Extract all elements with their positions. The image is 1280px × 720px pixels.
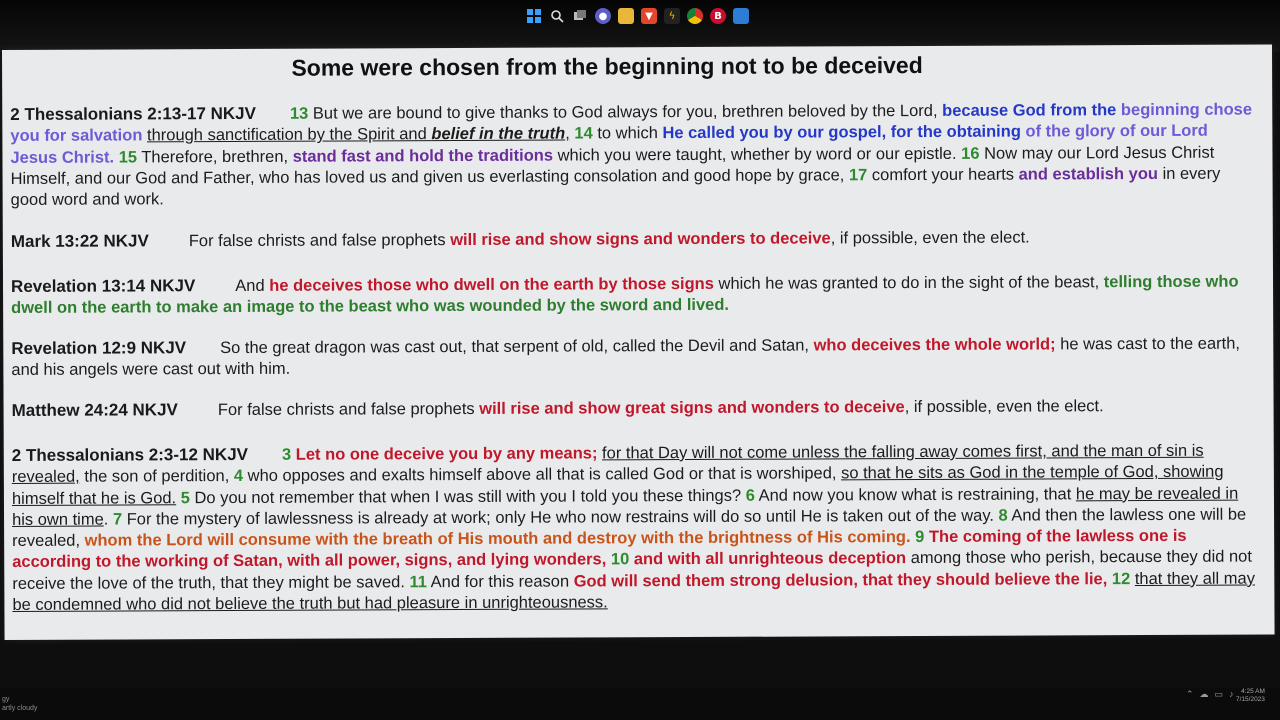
page-title: Some were chosen from the beginning not to be deceived [291,51,923,81]
highlight-text: of the glory of our Lord Jesus Christ. [10,122,1208,167]
verse-number: 16 [961,144,980,163]
weather-condition: artly cloudy [2,705,38,712]
brave-browser-icon[interactable]: ▼ [641,8,657,24]
verse-number: 4 [233,467,244,486]
weather-widget[interactable] [2,695,37,713]
document-window [2,44,1275,640]
chat-icon[interactable]: ● [595,8,611,24]
verse-text: For false christs and false prophets [188,231,451,251]
photos-icon[interactable] [733,8,749,24]
highlight-text: who deceives the whole world; [813,335,1056,355]
cloud-icon[interactable]: ☁ [1199,689,1209,699]
highlight-text: stand fast and hold the traditions [292,146,554,166]
underlined-text: so that he sits as God in the temple of God, showing himself that he is God. [11,462,1224,508]
verse-number: 12 [1111,569,1131,588]
verse-text: he was cast to the earth, and his angels were cast out with him. [11,334,1240,380]
highlight-text: whom the Lord will consume with the breath of His mouth and destroy with the brightness of His coming. [84,528,911,550]
verse-number: 3 [281,445,292,464]
passage-revelation-13-14 [11,271,1256,320]
verse-text: . [103,510,113,529]
highlight-text: Let no one deceive you by any means; [291,444,598,464]
highlight-text: because God from the [942,101,1121,120]
taskbar-clock[interactable] [1236,688,1265,704]
task-view-icon[interactable] [572,8,588,24]
search-icon[interactable] [549,8,565,24]
verse-text: Now may our Lord Jesus Christ Himself, and our God and Father, who has loved us and given us everlasting consolation and good hope by grace, [10,143,1215,188]
highlight-text: he deceives those who dwell on the earth by those signs [269,274,714,295]
volume-icon[interactable]: ♪ [1229,689,1234,699]
passage-reference: 2 Thessalonians 2:3-12 NKJV [11,444,249,465]
verse-number: 7 [112,510,123,529]
verse-number: 6 [745,486,755,505]
highlight-text: God will send them strong delusion, that they should believe the lie, [573,569,1108,591]
chrome-icon[interactable] [687,8,703,24]
verse-number: 8 [998,506,1008,525]
verse-text: comfort your hearts [867,165,1019,185]
passage-reference: 2 Thessalonians 2:13-17 NKJV [10,103,256,124]
verse-text: But we are bound to give thanks to God always for you, brethren beloved by the Lord, [308,101,943,123]
verse-number: 14 [574,124,593,143]
passage-reference: Revelation 12:9 NKJV [11,338,187,358]
network-icon[interactable]: ▭ [1214,689,1224,699]
clock-time: 4:25 AM [1241,688,1265,695]
passage-matthew-24-24 [12,395,1257,423]
windows-start-icon[interactable] [526,8,542,24]
taskbar [0,688,1280,720]
verse-text: And now you know what is restraining, that [754,484,1076,505]
verse-text: who opposes and exalts himself above all that is called God or that is worshiped, [243,464,842,486]
verse-text: among those who perish, because they did not receive the love of the truth, that they might be saved. [12,548,1252,593]
highlight-text: and with all unrighteous deception [629,549,907,569]
verse-text: For the mystery of lawlessness is already at work; only He who now restrains will do so until He is taken out of the way. [122,506,999,529]
verse-text: in every good word and work. [10,164,1221,210]
highlight-text: beginning chose you for salvation [10,100,1253,146]
passage-reference: Mark 13:22 NKJV [10,231,149,251]
weather-temp: gy [2,696,10,703]
verse-text: For false christs and false prophets [217,399,480,420]
system-tray [1186,689,1234,700]
verse-text: And [235,276,270,295]
winamp-icon[interactable]: ϟ [664,8,680,24]
underlined-text: for that Day will not come unless the falling away comes first, and the man of sin is revealed, [11,441,1204,487]
passage-reference: Matthew 24:24 NKJV [11,400,178,420]
verse-number: 10 [610,550,630,569]
verse-text: which he was granted to do in the sight of the beast, [713,273,1104,293]
verse-text: So the great dragon was cast out, that serpent of old, called the Devil and Satan, [220,336,814,358]
underlined-text: , [565,124,570,143]
verse-text: Therefore, brethren, [137,147,293,167]
passage-mark-13-22 [11,226,1256,254]
passage-2-thessalonians-2-3 [12,440,1258,617]
passage-revelation-12-9 [11,333,1256,382]
passage-reference: Revelation 13:14 NKJV [10,276,196,296]
verse-text: , if possible, even the elect. [904,397,1104,417]
verse-text: to which [592,124,663,143]
highlight-text: The coming of the lawless one is according to the working of Satan, with all power, signs, and lying wonders, [12,527,1187,572]
underlined-text: he may be revealed in his own time [12,484,1239,529]
verse-text: , if possible, even the elect. [830,228,1030,248]
passage-2-thessalonians-2-13 [10,99,1255,212]
verse-number: 9 [915,528,925,547]
underlined-text: that they all may be condemned who did not believe the truth but had pleasure in unrighteousness. [12,569,1255,615]
underlined-text: through sanctification by the Spirit and [146,125,432,145]
highlight-text: and establish you [1018,164,1159,184]
b-app-icon[interactable]: B [710,8,726,24]
verse-text: And for this reason [426,572,574,591]
taskbar-icons [526,8,749,24]
verse-number: 13 [289,104,309,123]
verse-text: the son of perdition, [79,467,234,486]
verse-text: And then the lawless one will be revealed, [12,505,1247,551]
file-explorer-icon[interactable] [618,8,634,24]
verse-number: 11 [409,572,427,592]
bold-italic-text: belief in the truth [431,124,566,144]
verse-text: Do you not remember that when I was still with you I told you these things? [189,486,746,507]
highlight-text: He called you by our gospel, for the obtaining [662,122,1026,143]
clock-date: 7/15/2023 [1236,696,1265,703]
highlight-text: telling those who dwell on the earth to make an image to the beast who was wounded by the sword and lived. [11,272,1239,318]
highlight-text: will rise and show signs and wonders to deceive [450,229,831,250]
highlight-text: will rise and show great signs and wonders to deceive [479,398,905,418]
verse-text: which you were taught, whether by word or our epistle. [552,144,957,165]
verse-number: 15 [118,148,138,167]
verse-number: 5 [180,488,190,507]
verse-number: 17 [848,166,868,185]
chevron-up-icon[interactable]: ⌃ [1186,689,1194,699]
